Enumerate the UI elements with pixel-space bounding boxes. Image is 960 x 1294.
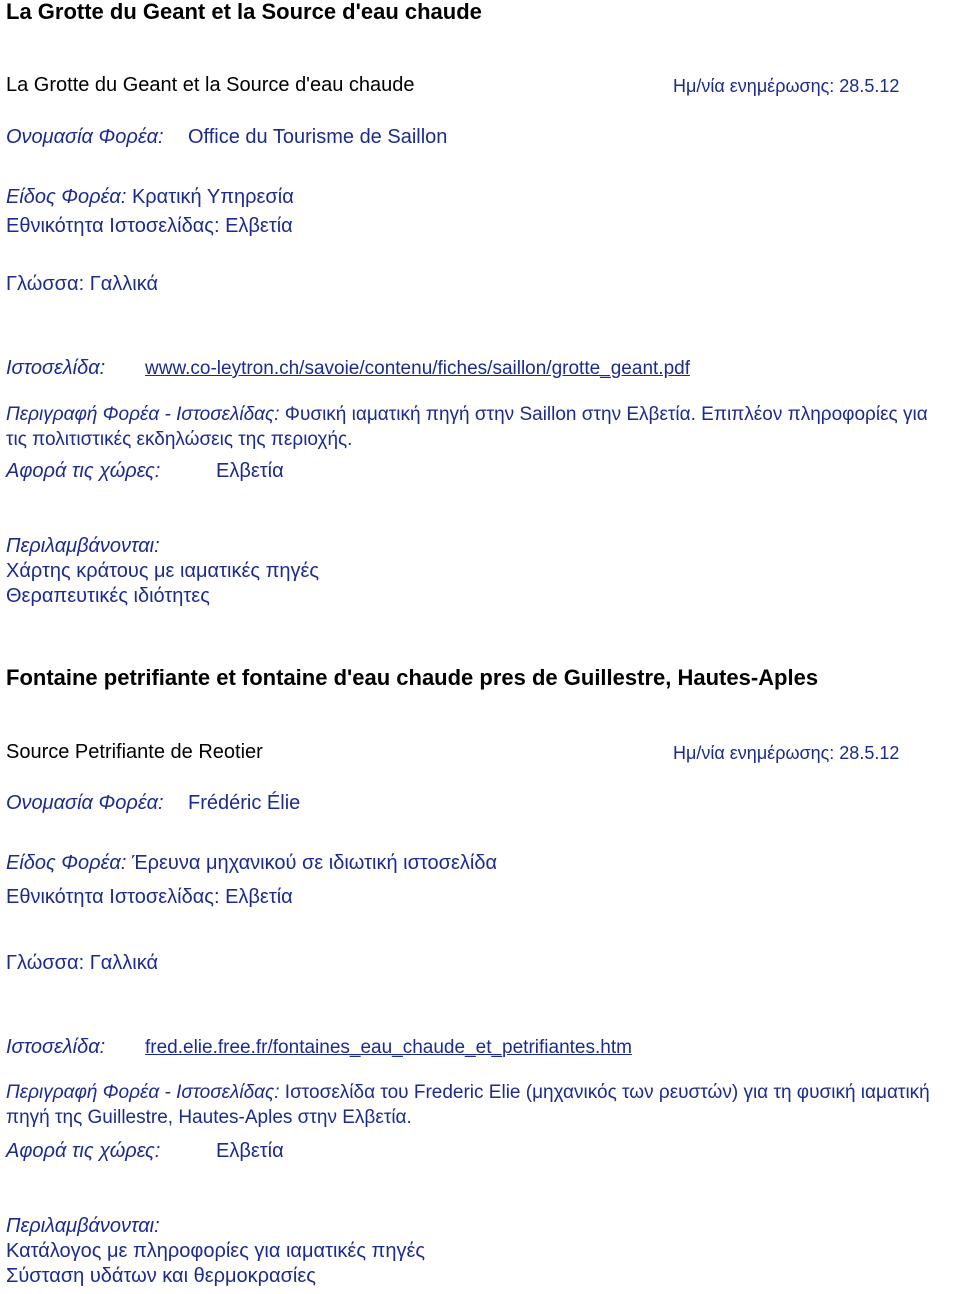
- countries-label: Αφορά τις χώρες:: [6, 1140, 161, 1162]
- website-label: Ιστοσελίδα:: [6, 1036, 106, 1058]
- entry-title: Fontaine petrifiante et fontaine d'eau chaude pres de Guillestre, Hautes-Aples: [6, 665, 819, 690]
- org-name-label: Ονομασία Φορέα:: [6, 792, 164, 814]
- entry-subtitle: Source Petrifiante de Reotier: [6, 741, 263, 763]
- nationality-value: Ελβετία: [225, 215, 293, 237]
- description-label: Περιγραφή Φορέα - Ιστοσελίδας:: [6, 404, 280, 425]
- description-value: Φυσική ιαματική πηγή στην Saillon στην Ελβετία. Επιπλέον πληροφορίες για τις πολιτιστικές εκδηλώσεις της περιοχής.: [6, 404, 928, 450]
- description: [6, 402, 946, 452]
- language-label: Γλώσσα:: [6, 952, 85, 974]
- language-row: [6, 951, 158, 975]
- org-type-value: Έρευνα μηχανικού σε ιδιωτική ιστοσελίδα: [131, 852, 498, 874]
- update-date: Ημ/νία ενημέρωσης: 28.5.12: [673, 76, 900, 96]
- language-value: Γαλλικά: [89, 952, 159, 974]
- org-type-label: Είδος Φορέα:: [6, 186, 127, 208]
- description-value: Ιστοσελίδα του Frederic Elie (μηχανικός των ρευστών) για τη φυσική ιαματική πηγή της Guillestre, Hautes-Aples στην Ελβετία.: [6, 1082, 930, 1128]
- org-name-value: Office du Tourisme de Saillon: [188, 126, 448, 148]
- website-link[interactable]: www.co-leytron.ch/savoie/contenu/fiches/saillon/grotte_geant.pdf: [145, 358, 690, 379]
- includes-item: Κατάλογος με πληροφορίες για ιαματικές πηγές: [6, 1240, 426, 1262]
- description: [6, 1080, 956, 1130]
- update-date: Ημ/νία ενημέρωσης: 28.5.12: [673, 743, 900, 763]
- includes-item: Χάρτης κράτους με ιαματικές πηγές: [6, 560, 320, 582]
- countries-value: Ελβετία: [216, 1140, 284, 1162]
- org-name-label: Ονομασία Φορέα:: [6, 126, 164, 148]
- org-type-row: [6, 851, 497, 875]
- org-type-value: Κρατική Υπηρεσία: [131, 186, 294, 208]
- includes-label: Περιλαμβάνονται:: [6, 1215, 160, 1237]
- language-label: Γλώσσα:: [6, 273, 85, 295]
- nationality-label: Εθνικότητα Ιστοσελίδας:: [6, 215, 220, 237]
- countries-label: Αφορά τις χώρες:: [6, 460, 161, 482]
- org-name-value: Frédéric Élie: [188, 792, 301, 814]
- entry-title: La Grotte du Geant et la Source d'eau chaude: [6, 0, 482, 24]
- website-label: Ιστοσελίδα:: [6, 357, 106, 379]
- nationality-row: [6, 214, 293, 238]
- nationality-row: [6, 885, 293, 909]
- entry-subtitle: La Grotte du Geant et la Source d'eau chaude: [6, 74, 415, 96]
- language-row: [6, 272, 158, 296]
- nationality-value: Ελβετία: [225, 886, 293, 908]
- website-link[interactable]: fred.elie.free.fr/fontaines_eau_chaude_et_petrifiantes.htm: [145, 1037, 632, 1058]
- language-value: Γαλλικά: [89, 273, 159, 295]
- nationality-label: Εθνικότητα Ιστοσελίδας:: [6, 886, 220, 908]
- includes-label: Περιλαμβάνονται:: [6, 535, 160, 557]
- description-label: Περιγραφή Φορέα - Ιστοσελίδας:: [6, 1082, 280, 1103]
- includes-item: Σύσταση υδάτων και θερμοκρασίες: [6, 1265, 316, 1287]
- includes-item: Θεραπευτικές ιδιότητες: [6, 585, 210, 607]
- countries-value: Ελβετία: [216, 460, 284, 482]
- org-type-row: [6, 185, 294, 209]
- org-type-label: Είδος Φορέα:: [6, 852, 127, 874]
